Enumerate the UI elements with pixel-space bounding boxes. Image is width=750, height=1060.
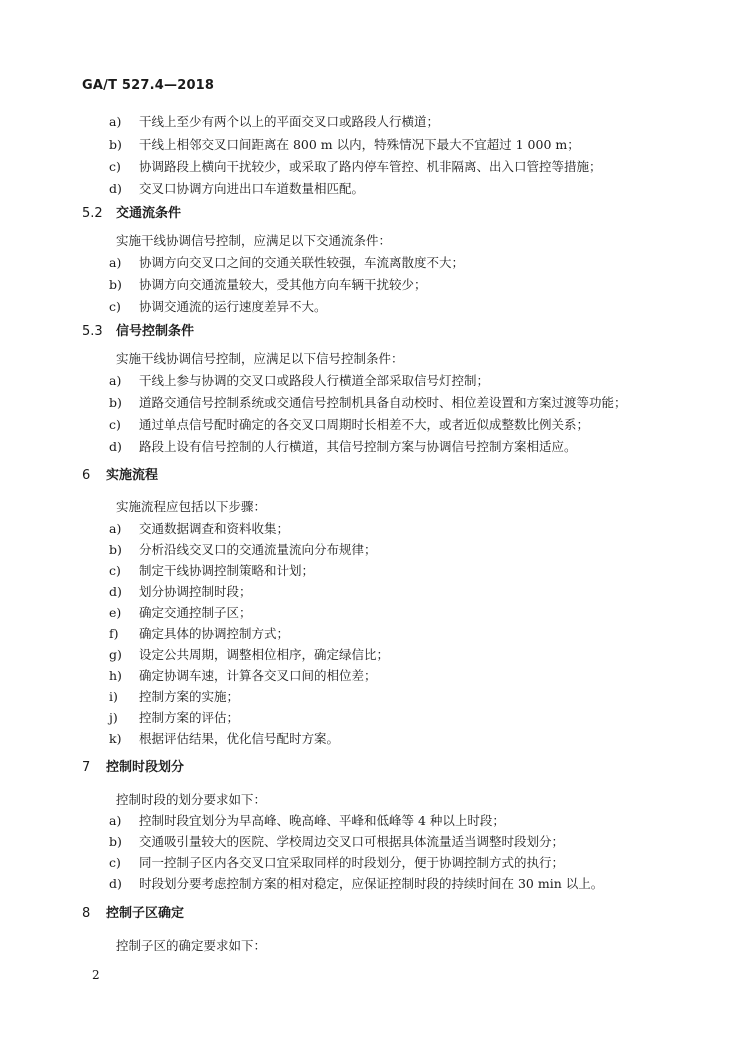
list-item: h) 确定协调车速，计算各交叉口间的相位差； — [109, 668, 377, 683]
list-item: a) 控制时段宜划分为早高峰、晚高峰、平峰和低峰等 4 种以上时段； — [109, 813, 505, 828]
list-item: k) 根据评估结果，优化信号配时方案。 — [109, 731, 340, 746]
list-item: c) 制定干线协调控制策略和计划； — [109, 563, 315, 578]
list-item: b) 分析沿线交叉口的交通流量流向分布规律； — [109, 542, 377, 557]
list-item: d) 划分协调控制时段； — [109, 584, 252, 599]
list-item: f) 确定具体的协调控制方式； — [109, 626, 290, 641]
section-heading-8: 8 控制子区确定 — [82, 906, 185, 921]
list-item: c) 通过单点信号配时确定的各交叉口周期时长相差不大，或者近似成整数比例关系； — [109, 417, 590, 432]
list-item: a) 交通数据调查和资料收集； — [109, 521, 290, 536]
list-item: j) 控制方案的评估； — [109, 710, 240, 725]
list-item: d) 时段划分要考虑控制方案的相对稳定，应保证控制时段的持续时间在 30 min 以上。 — [109, 876, 604, 891]
page-number: 2 — [92, 968, 100, 982]
list-item: a) 干线上至少有两个以上的平面交叉口或路段人行横道； — [109, 114, 440, 129]
section-intro: 控制时段的划分要求如下： — [116, 792, 267, 807]
section-heading-6: 6 实施流程 — [82, 468, 159, 483]
list-item: c) 协调路段上横向干扰较少，或采取了路内停车管控、机非隔离、出入口管控等措施； — [109, 159, 602, 174]
list-item: c) 协调交通流的运行速度差异不大。 — [109, 299, 327, 314]
section-intro: 实施干线协调信号控制，应满足以下信号控制条件： — [116, 351, 404, 366]
list-item: d) 交叉口协调方向进出口车道数量相匹配。 — [109, 181, 365, 196]
list-item: b) 协调方向交通流量较大，受其他方向车辆干扰较少； — [109, 277, 427, 292]
list-item: c) 同一控制子区内各交叉口宜采取同样的时段划分，便于协调控制方式的执行； — [109, 855, 565, 870]
section-heading-7: 7 控制时段划分 — [82, 760, 185, 775]
list-item: b) 道路交通信号控制系统或交通信号控制机具备自动校时、相位差设置和方案过渡等功能； — [109, 395, 627, 410]
list-item: b) 交通吸引量较大的医院、学校周边交叉口可根据具体流量适当调整时段划分； — [109, 834, 565, 849]
list-item: a) 协调方向交叉口之间的交通关联性较强，车流离散度不大； — [109, 255, 465, 270]
section-intro: 实施干线协调信号控制，应满足以下交通流条件： — [116, 233, 392, 248]
section-heading-5-3: 5.3 信号控制条件 — [82, 324, 195, 339]
list-item: e) 确定交通控制子区； — [109, 605, 252, 620]
list-item: b) 干线上相邻交叉口间距离在 800 m 以内，特殊情况下最大不宜超过 1 000 m； — [109, 137, 580, 152]
section-heading-5-2: 5.2 交通流条件 — [82, 206, 182, 221]
section-intro: 控制子区的确定要求如下： — [116, 938, 267, 953]
document-code: GA/T 527.4—2018 — [82, 78, 215, 93]
list-item: i) 控制方案的实施； — [109, 689, 240, 704]
list-item: a) 干线上参与协调的交叉口或路段人行横道全部采取信号灯控制； — [109, 373, 490, 388]
list-item: d) 路段上设有信号控制的人行横道，其信号控制方案与协调信号控制方案相适应。 — [109, 439, 577, 454]
section-intro: 实施流程应包括以下步骤： — [116, 499, 267, 514]
list-item: g) 设定公共周期，调整相位相序，确定绿信比； — [109, 647, 390, 662]
